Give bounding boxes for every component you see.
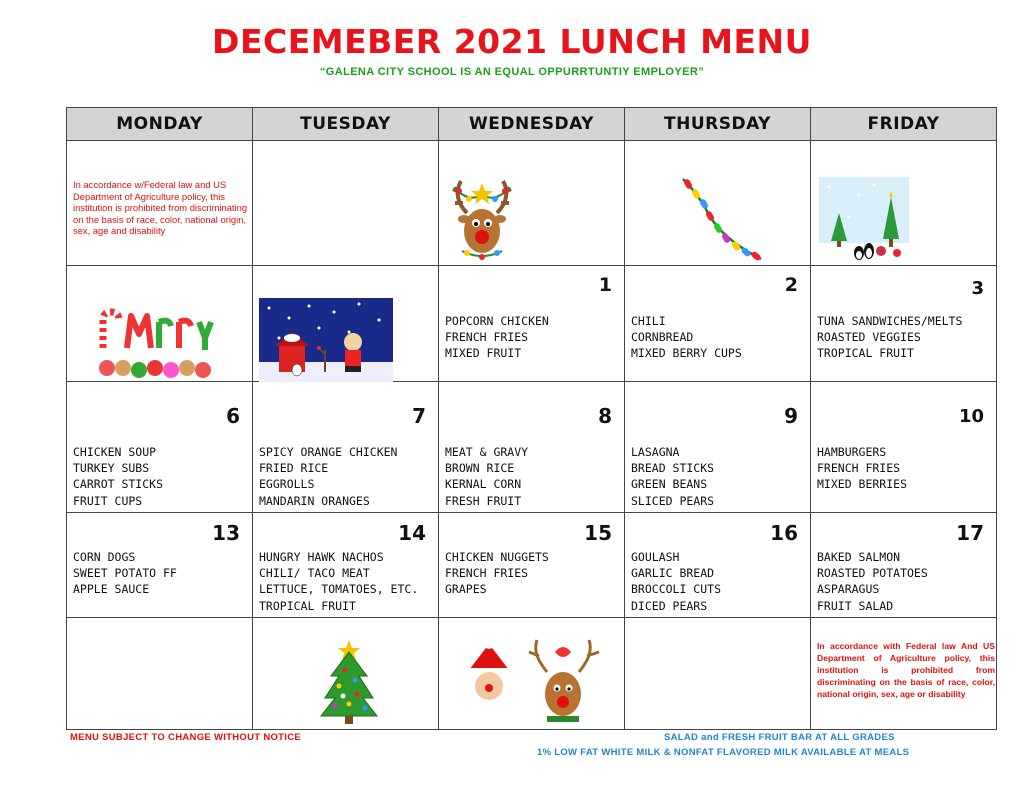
calendar-cell (253, 141, 439, 266)
menu-items (259, 444, 397, 509)
calendar-table (66, 107, 997, 730)
menu-items (445, 444, 528, 509)
menu-item: MIXED FRUIT (445, 346, 522, 361)
calendar-cell (67, 382, 253, 513)
santa-reindeer-clipart (459, 636, 607, 728)
menu-items (817, 549, 928, 614)
day-number: 15 (584, 521, 612, 545)
menu-item: KERNAL CORN (445, 477, 522, 492)
peanuts-christmas-clipart (259, 298, 393, 382)
menu-item: TROPICAL FRUIT (259, 598, 356, 613)
calendar-row (67, 513, 997, 618)
menu-item: FRIED RICE (259, 461, 329, 476)
calendar-row (67, 618, 997, 730)
calendar-cell (67, 513, 253, 618)
menu-item: GREEN BEANS (631, 477, 708, 492)
menu-items (445, 313, 549, 362)
day-number: 2 (784, 274, 798, 296)
menu-item: CORN DOGS (73, 550, 136, 564)
calendar-cell (811, 141, 997, 266)
menu-item: HAMBURGERS (817, 445, 887, 459)
menu-items (817, 444, 907, 493)
weekday-header-row (67, 108, 997, 141)
weekday-wednesday: WEDNESDAY (439, 108, 625, 141)
menu-item: ASPARAGUS (817, 582, 880, 597)
calendar-cell (439, 513, 625, 618)
menu-item: MIXED BERRY CUPS (631, 346, 742, 361)
menu-item: CORNBREAD (631, 330, 694, 345)
calendar-cell (253, 618, 439, 730)
menu-item: CHICKEN NUGGETS (445, 550, 549, 564)
calendar-cell (625, 141, 811, 266)
day-number: 16 (770, 521, 798, 545)
calendar-cell (625, 513, 811, 618)
day-number: 13 (212, 521, 240, 545)
calendar-cell (811, 513, 997, 618)
menu-items (631, 444, 714, 509)
menu-item: MEAT & GRAVY (445, 445, 529, 459)
day-number: 8 (598, 404, 612, 428)
calendar-cell (253, 266, 439, 382)
menu-item: TURKEY SUBS (73, 461, 150, 476)
menu-item: DICED PEARS (631, 598, 708, 613)
merry-christmas-candy-clipart (97, 308, 217, 382)
menu-item: GARLIC BREAD (631, 566, 715, 581)
menu-items (445, 549, 549, 598)
menu-items (631, 549, 721, 614)
menu-item: FRENCH FRIES (817, 461, 901, 476)
calendar-cell (439, 141, 625, 266)
string-lights-clipart (679, 175, 765, 265)
day-number: 3 (971, 278, 984, 299)
menu-item: SWEET POTATO FF (73, 566, 177, 581)
page-subtitle: “GALENA CITY SCHOOL IS AN EQUAL OPPURRTUNTIY EMPLOYER” (319, 66, 705, 78)
menu-item: FRUIT CUPS (73, 493, 143, 508)
menu-item: CHICKEN SOUP (73, 445, 157, 459)
calendar-cell (811, 382, 997, 513)
page-title: DECEMEBER 2021 LUNCH MENU (212, 22, 812, 61)
menu-item: ROASTED VEGGIES (817, 330, 921, 345)
menu-item: BREAD STICKS (631, 461, 715, 476)
menu-item: TUNA SANDWICHES/MELTS (817, 314, 963, 328)
menu-item: CHILI (631, 314, 666, 328)
calendar-cell (625, 618, 811, 730)
menu-items (73, 549, 177, 598)
menu-item: FRUIT SALAD (817, 598, 894, 613)
menu-item: LASAGNA (631, 445, 680, 459)
calendar-row (67, 382, 997, 513)
menu-items (259, 549, 418, 614)
menu-items (817, 313, 962, 362)
day-number: 7 (412, 404, 426, 428)
calendar-cell (439, 266, 625, 382)
day-number: 17 (956, 521, 984, 545)
menu-item: EGGROLLS (259, 477, 315, 492)
menu-item: ROASTED POTATOES (817, 566, 928, 581)
menu-item: MIXED BERRIES (817, 477, 908, 492)
calendar-cell (439, 382, 625, 513)
calendar-cell (253, 513, 439, 618)
menu-item: GRAPES (445, 582, 487, 597)
calendar-row (67, 141, 997, 266)
calendar-cell (811, 618, 997, 730)
menu-item: POPCORN CHICKEN (445, 314, 549, 328)
menu-item: FRENCH FRIES (445, 330, 529, 345)
menu-items (73, 444, 163, 509)
calendar-cell (67, 618, 253, 730)
calendar-cell (67, 141, 253, 266)
menu-item: FRENCH FRIES (445, 566, 529, 581)
calendar-cell (625, 382, 811, 513)
menu-item: TROPICAL FRUIT (817, 346, 914, 361)
christmas-tree-clipart (317, 636, 381, 726)
menu-item: BAKED SALMON (817, 550, 901, 564)
menu-item: SPICY ORANGE CHICKEN (259, 445, 398, 459)
weekday-monday: MONDAY (67, 108, 253, 141)
menu-item: HUNGRY HAWK NACHOS (259, 550, 384, 564)
menu-item: BROCCOLI CUTS (631, 582, 722, 597)
menu-item: MANDARIN ORANGES (259, 493, 370, 508)
menu-item: APPLE SAUCE (73, 582, 150, 597)
menu-item: FRESH FRUIT (445, 493, 522, 508)
day-number: 1 (598, 274, 612, 296)
salad-bar-note: SALAD and FRESH FRUIT BAR AT ALL GRADES (664, 732, 895, 743)
calendar-cell (625, 266, 811, 382)
menu-item: BROWN RICE (445, 461, 515, 476)
day-number: 14 (398, 521, 426, 545)
weekday-thursday: THURSDAY (625, 108, 811, 141)
calendar-cell (253, 382, 439, 513)
milk-note: 1% LOW FAT WHITE MILK & NONFAT FLAVORED MILK AVAILABLE AT MEALS (537, 747, 910, 758)
menu-item: CHILI/ TACO MEAT (259, 566, 370, 581)
menu-change-note: MENU SUBJECT TO CHANGE WITHOUT NOTICE (70, 732, 302, 743)
menu-item: SLICED PEARS (631, 493, 715, 508)
calendar-cell (811, 266, 997, 382)
nondiscrimination-notice: In accordance with Federal law And US Department of Agriculture policy, this institution is prohibited from discriminating on the basis of race, color, national origin, sex, age or disability (817, 641, 995, 699)
calendar-row (67, 266, 997, 382)
calendar-cell (67, 266, 253, 382)
day-number: 10 (958, 406, 984, 427)
menu-item: CARROT STICKS (73, 477, 164, 492)
menu-items (631, 313, 742, 362)
nondiscrimination-notice: In accordance w/Federal law and US Department of Agriculture policy, this institution is prohibited from discriminating on the basis of race, color, national origin, sex, age and disability (73, 179, 248, 237)
day-number: 6 (226, 404, 240, 428)
menu-item: LETTUCE, TOMATOES, ETC. (259, 582, 419, 597)
weekday-tuesday: TUESDAY (253, 108, 439, 141)
day-number: 9 (784, 404, 798, 428)
snowy-trees-penguins-clipart (819, 177, 909, 263)
menu-item: GOULASH (631, 550, 680, 564)
calendar-cell (439, 618, 625, 730)
reindeer-lights-clipart (447, 173, 517, 261)
weekday-friday: FRIDAY (811, 108, 997, 141)
